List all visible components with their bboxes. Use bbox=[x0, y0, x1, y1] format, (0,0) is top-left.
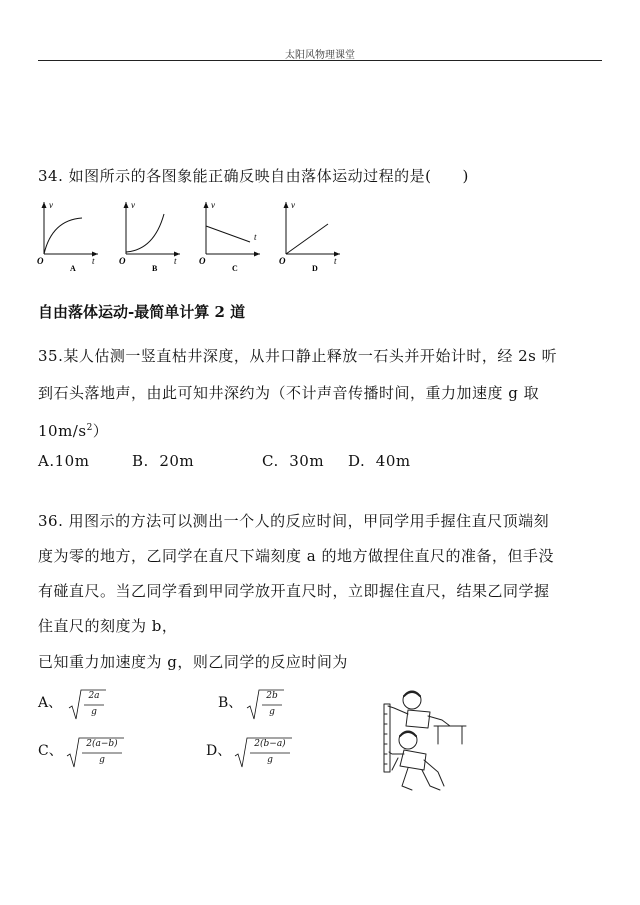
graph-c bbox=[196, 198, 264, 272]
q35-option-c: C. 30m bbox=[262, 452, 325, 470]
q36-option-d-denominator: g bbox=[267, 755, 273, 765]
q36-line-2: 度为零的地方，乙同学在直尺下端刻度 a 的地方做捏住直尺的准备，但手没 bbox=[38, 547, 554, 565]
graph-c-label: C bbox=[232, 264, 238, 272]
q36-option-c-label: C、 bbox=[38, 743, 63, 759]
q35-option-b: B. 20m bbox=[132, 452, 195, 470]
q36-option-a-numerator: 2a bbox=[88, 691, 100, 701]
q36-option-d-numerator: 2(b−a) bbox=[254, 739, 286, 749]
graph-d-origin: O bbox=[279, 256, 286, 266]
graph-d bbox=[276, 198, 344, 272]
graph-b-y-label: v bbox=[131, 200, 135, 210]
q35-option-d: D. 40m bbox=[348, 452, 411, 470]
graph-a-label: A bbox=[70, 264, 76, 272]
q36-line-4: 住直尺的刻度为 b， bbox=[38, 617, 178, 635]
q36-option-c-formula bbox=[66, 736, 126, 774]
reaction-time-illustration bbox=[378, 686, 468, 796]
graph-b bbox=[116, 198, 184, 272]
q36-option-b bbox=[218, 688, 298, 724]
q36-option-d bbox=[206, 736, 326, 772]
q35-unit-exponent: 2 bbox=[86, 423, 93, 433]
graph-a-y-label: v bbox=[49, 200, 53, 210]
q36-line-5: 已知重力加速度为 g，则乙同学的反应时间为 bbox=[38, 653, 348, 671]
q36-option-d-formula bbox=[234, 736, 294, 774]
graph-a-origin: O bbox=[37, 256, 44, 266]
graph-d-label: D bbox=[312, 264, 318, 272]
graph-a-x-label: t bbox=[92, 256, 95, 266]
q36-option-c-denominator: g bbox=[99, 755, 105, 765]
graph-b-x-label: t bbox=[174, 256, 177, 266]
graph-b-label: B bbox=[152, 264, 158, 272]
section-title: 自由落体运动-最简单计算 2 道 bbox=[38, 303, 246, 321]
q36-option-b-formula bbox=[246, 688, 286, 726]
q36-option-a-label: A、 bbox=[38, 695, 63, 711]
q36-option-b-numerator: 2b bbox=[266, 691, 278, 701]
graph-c-y-label: v bbox=[211, 200, 215, 210]
q34-text: 34. 如图所示的各图象能正确反映自由落体运动过程的是( ) bbox=[38, 167, 469, 185]
q36-line-1: 36. 用图示的方法可以测出一个人的反应时间，甲同学用手握住直尺顶端刻 bbox=[38, 512, 550, 530]
q35-line-1: 35.某人估测一竖直枯井深度，从井口静止释放一石头并开始计时，经 2s 听 bbox=[38, 347, 558, 365]
q36-option-c bbox=[38, 736, 158, 772]
graph-a bbox=[34, 198, 102, 272]
q35-line-2: 到石头落地声，由此可知井深约为（不计声音传播时间，重力加速度 g 取 bbox=[38, 384, 540, 402]
graph-b-origin: O bbox=[119, 256, 126, 266]
q36-option-a-formula bbox=[68, 688, 108, 726]
q35-paren-close: ） bbox=[92, 422, 109, 440]
graph-d-y-label: v bbox=[291, 200, 295, 210]
header-rule bbox=[38, 60, 602, 61]
page-header: 太阳风物理课堂 bbox=[285, 50, 355, 61]
q35-unit: 10m/s bbox=[38, 422, 87, 440]
graph-c-x-label: t bbox=[254, 232, 257, 242]
q36-option-b-denominator: g bbox=[269, 707, 275, 717]
q36-option-a bbox=[38, 688, 118, 724]
graph-c-origin: O bbox=[199, 256, 206, 266]
q36-line-3: 有碰直尺。当乙同学看到甲同学放开直尺时，立即握住直尺，结果乙同学握 bbox=[38, 582, 550, 600]
q35-option-a: A.10m bbox=[38, 452, 90, 470]
q36-option-d-label: D、 bbox=[206, 743, 232, 759]
q36-option-b-label: B、 bbox=[218, 695, 243, 711]
graph-d-x-label: t bbox=[334, 256, 337, 266]
q35-line-3 bbox=[38, 412, 604, 447]
q36-option-a-denominator: g bbox=[91, 707, 97, 717]
q36-option-c-numerator: 2(a−b) bbox=[86, 739, 118, 749]
